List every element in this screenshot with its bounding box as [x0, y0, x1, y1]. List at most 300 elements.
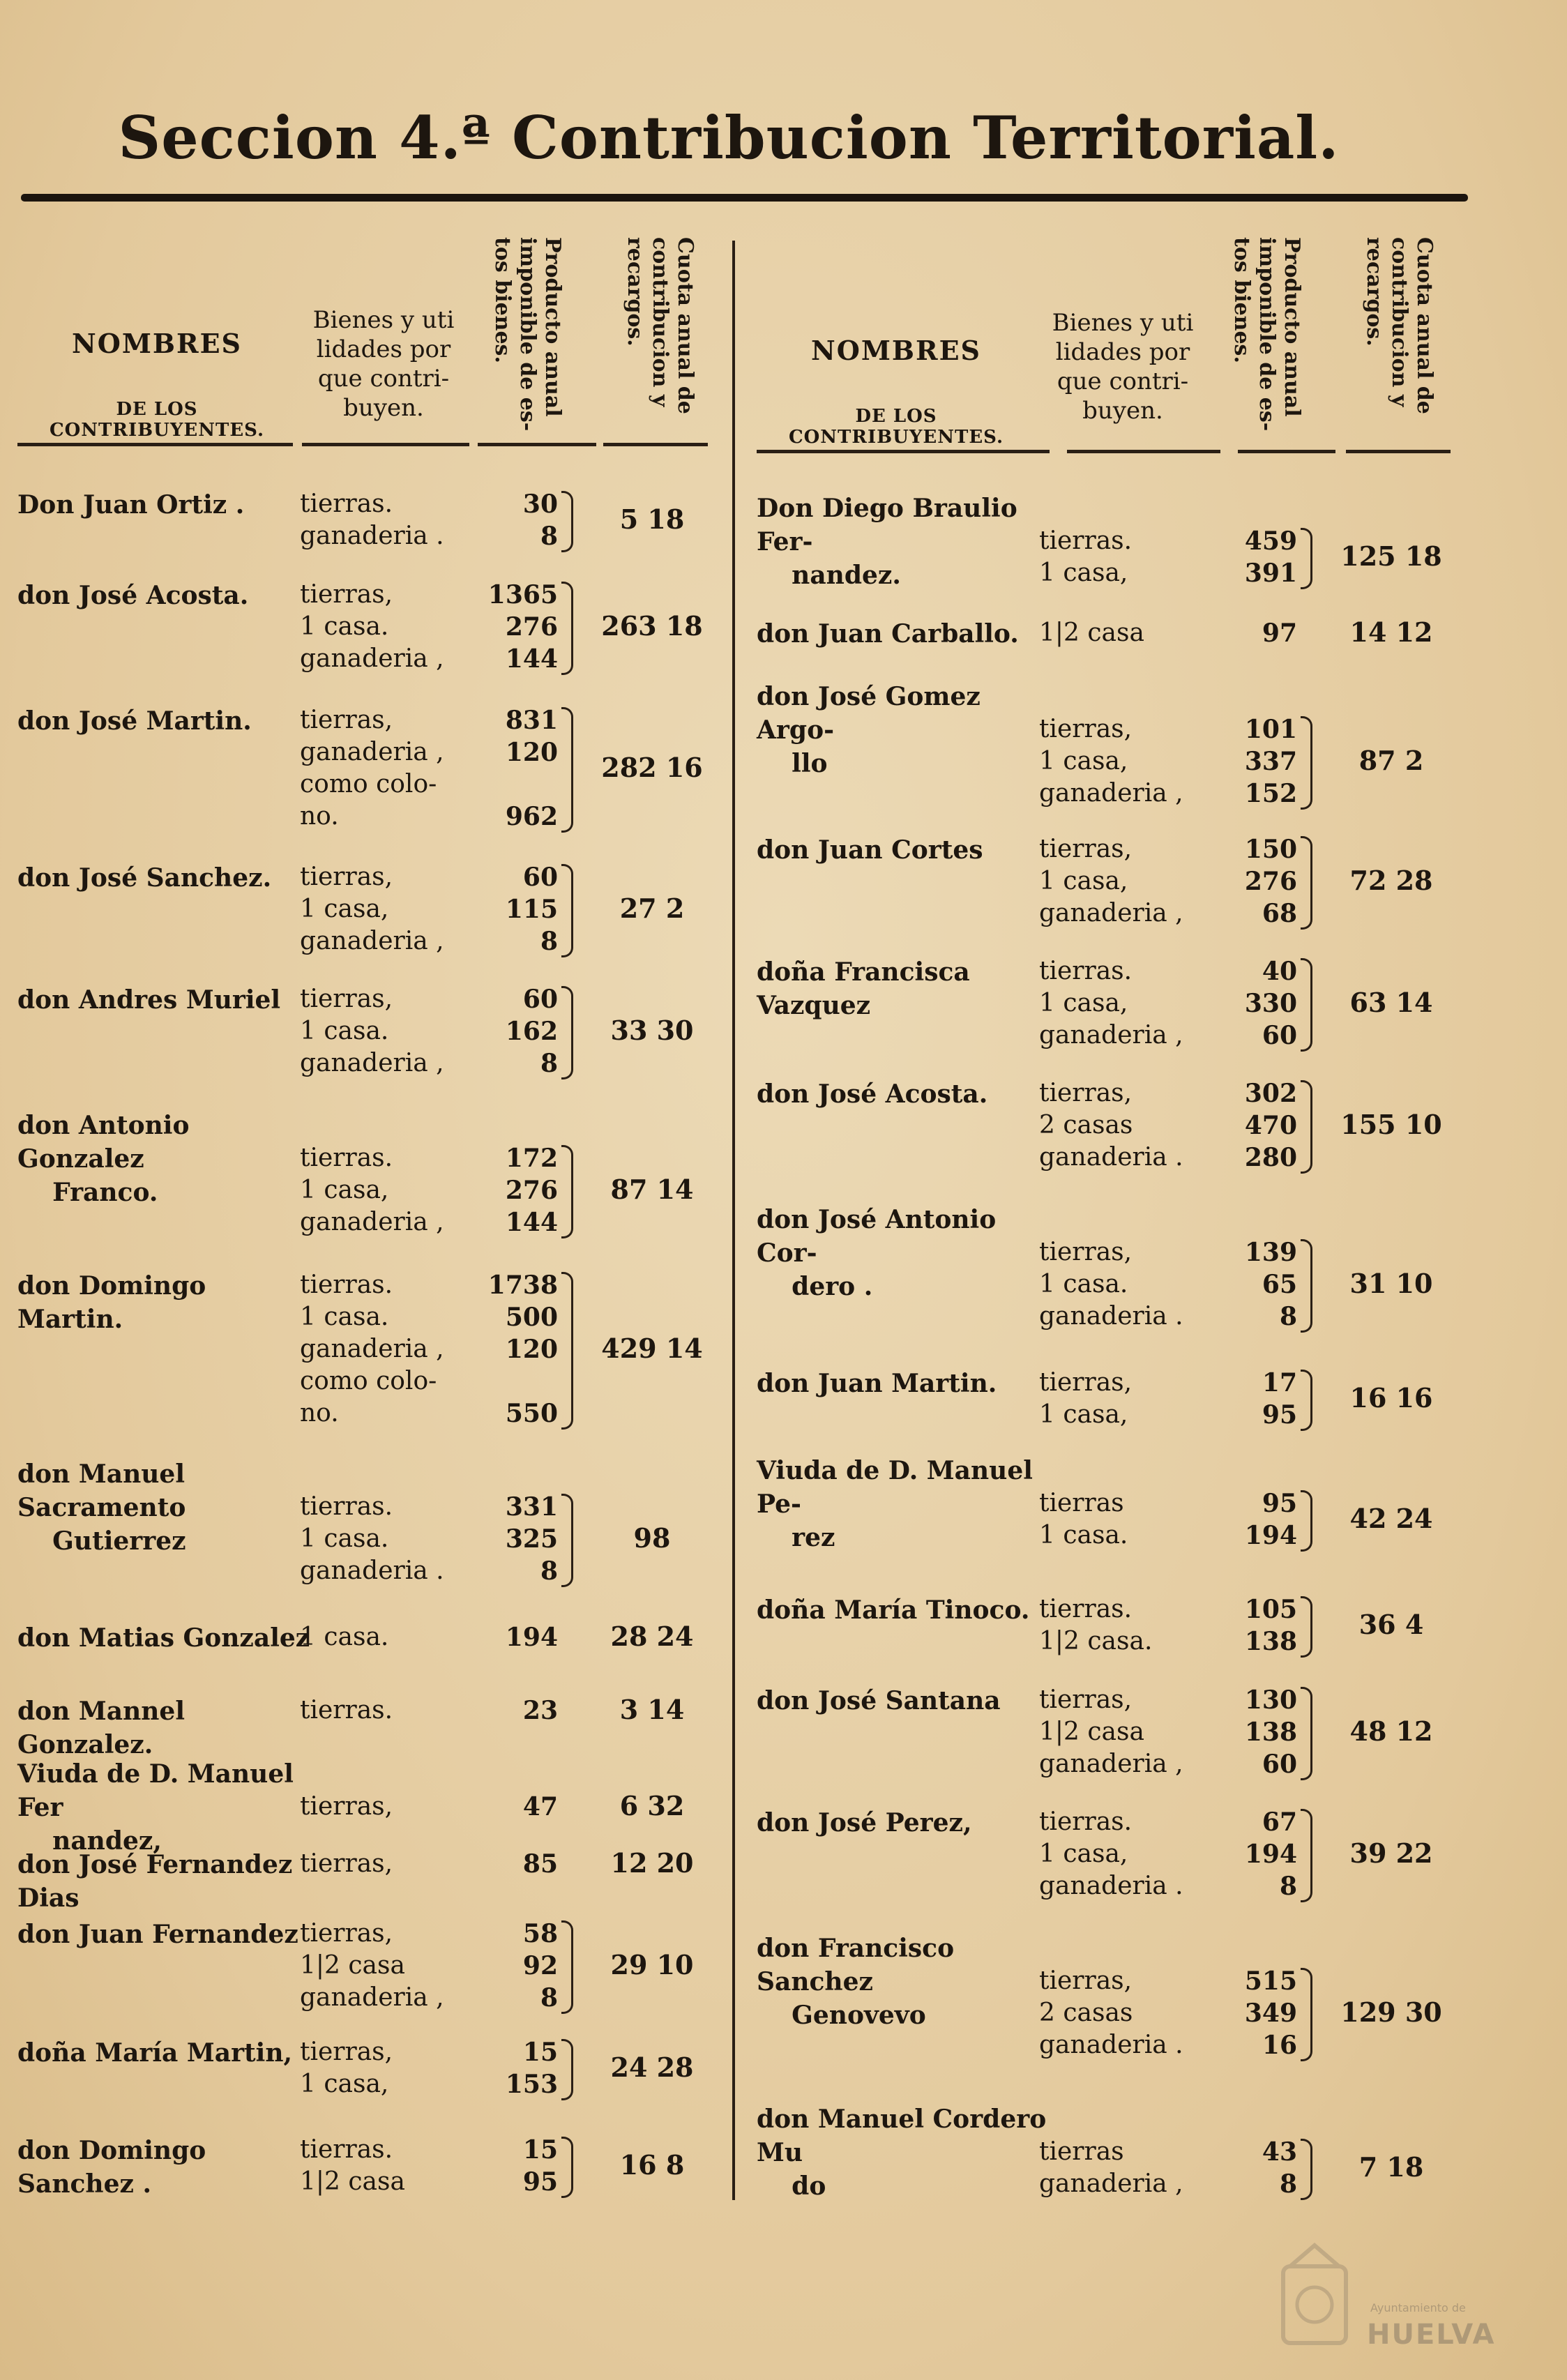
- asset-label: 1 casa.: [1039, 1270, 1128, 1298]
- header-nombres: NOMBRES: [810, 335, 981, 366]
- asset-row: [300, 704, 579, 736]
- asset-label: no.: [300, 1399, 339, 1427]
- contributor-name: don Manuel Sacramento Gutierrez: [17, 1460, 186, 1556]
- asset-row: [1039, 833, 1318, 865]
- asset-label: 1 casa,: [300, 895, 389, 923]
- cuota-value: 3 14: [619, 1694, 685, 1725]
- asset-row: [300, 1950, 579, 1982]
- brace-mark: [561, 986, 573, 1079]
- asset-row: [300, 736, 579, 768]
- brace-mark: [1301, 1809, 1312, 1902]
- cuota-value: 125 18: [1340, 540, 1442, 572]
- left-header: [17, 209, 715, 460]
- asset-value: 162: [505, 1017, 558, 1046]
- header-rule: [757, 450, 1050, 453]
- asset-value: 17: [1262, 1368, 1297, 1397]
- asset-row: [1039, 557, 1318, 589]
- brace-mark: [1301, 1370, 1312, 1431]
- cuota-value: 282 16: [601, 752, 703, 783]
- header-nombres: NOMBRES: [71, 328, 242, 359]
- asset-lines: [300, 1791, 579, 1823]
- header-cuota: Cuota anual de contribucion y recargos.: [1362, 237, 1437, 414]
- asset-label: tierras,: [300, 2038, 393, 2066]
- header-bienes: Bienes y uti lidades por que contri- buyen.: [312, 306, 455, 422]
- contributor-name: don José Santana: [757, 1686, 1001, 1715]
- cuota-value: 12 20: [610, 1847, 694, 1879]
- header-producto: Producto anual imponible de es- tos bienes.: [490, 237, 565, 432]
- asset-label: tierras.: [300, 1696, 393, 1725]
- asset-label: tierras,: [300, 1919, 393, 1948]
- contributor-name: Viuda de D. Manuel Pe- rez: [757, 1456, 1033, 1552]
- asset-label: tierras.: [1039, 957, 1133, 985]
- asset-lines: [300, 983, 579, 1079]
- asset-label: tierras,: [1039, 1079, 1133, 1107]
- asset-label: tierras.: [300, 1144, 393, 1172]
- asset-label: 1 casa.: [300, 1524, 389, 1553]
- asset-row: [300, 1982, 579, 2014]
- asset-row: [1039, 617, 1318, 649]
- asset-row: [1039, 1838, 1318, 1870]
- brace-mark: [561, 2137, 573, 2198]
- asset-value: 67: [1262, 1807, 1297, 1837]
- cuota-value: 98: [633, 1522, 671, 1554]
- asset-row: [300, 1555, 579, 1587]
- asset-label: tierras.: [300, 1492, 393, 1521]
- cuota-value: 28 24: [610, 1621, 694, 1652]
- asset-row: [300, 1301, 579, 1333]
- cuota-value: 6 32: [619, 1790, 685, 1821]
- asset-row: [1039, 987, 1318, 1020]
- brace-mark: [561, 1272, 573, 1430]
- asset-label: ganaderia .: [1039, 2031, 1183, 2059]
- asset-value: 95: [1262, 1400, 1297, 1430]
- asset-row: [300, 1047, 579, 1079]
- contributor-name: don Domingo Sanchez .: [17, 2136, 215, 2199]
- asset-value: 302: [1244, 1079, 1297, 1108]
- asset-label: tierras: [1039, 1489, 1124, 1517]
- asset-value: 276: [1244, 867, 1297, 896]
- brace-mark: [1301, 528, 1312, 589]
- asset-label: ganaderia ,: [1039, 2169, 1183, 2198]
- asset-value: 1365: [487, 580, 558, 609]
- asset-value: 831: [505, 706, 558, 735]
- asset-row: [1039, 1965, 1318, 1997]
- contributor-name: Don Juan Ortiz .: [17, 490, 245, 520]
- contributor-name: don José Acosta.: [17, 581, 249, 610]
- asset-label: tierras,: [1039, 1685, 1133, 1714]
- cuota-value: 429 14: [601, 1333, 703, 1364]
- asset-value: 68: [1262, 899, 1297, 928]
- asset-lines: [300, 1621, 579, 1653]
- asset-label: no.: [300, 802, 339, 831]
- asset-row: [300, 1848, 579, 1880]
- contributor-name: don Domingo Martin.: [17, 1271, 215, 1334]
- asset-row: [300, 643, 579, 675]
- header-contribuyentes: DE LOS CONTRIBUYENTES.: [49, 399, 265, 441]
- brace-mark: [1301, 1968, 1312, 2061]
- asset-row: [1039, 1020, 1318, 1052]
- asset-row: [300, 2068, 579, 2100]
- asset-value: 280: [1244, 1143, 1297, 1172]
- brace-mark: [561, 1920, 573, 2014]
- asset-value: 337: [1244, 747, 1297, 776]
- cuota-value: 42 24: [1349, 1503, 1433, 1534]
- asset-value: 8: [540, 1556, 558, 1586]
- asset-label: 2 casas: [1039, 1999, 1133, 2027]
- asset-row: [1039, 897, 1318, 930]
- asset-row: [1039, 1870, 1318, 1902]
- cuota-value: 5 18: [619, 503, 685, 535]
- title-rule: [21, 194, 1468, 202]
- asset-label: tierras.: [1039, 1595, 1133, 1623]
- asset-row: [300, 1491, 579, 1523]
- asset-row: [300, 768, 579, 801]
- asset-row: [300, 1918, 579, 1950]
- asset-value: 152: [1244, 779, 1297, 808]
- asset-label: tierras.: [300, 2135, 393, 2164]
- left-column: [17, 209, 715, 2301]
- asset-row: [300, 2166, 579, 2198]
- asset-lines: [1039, 1236, 1318, 1333]
- contributor-name: don José Antonio Cor- dero .: [757, 1205, 997, 1301]
- header-cuota: Cuota anual de contribucion y recargos.: [623, 237, 697, 414]
- asset-label: tierras,: [300, 863, 393, 891]
- asset-row: [1039, 1806, 1318, 1838]
- asset-value: 8: [540, 1049, 558, 1078]
- asset-value: 1738: [487, 1271, 558, 1300]
- asset-lines: [1039, 617, 1318, 649]
- asset-label: tierras.: [300, 1271, 393, 1299]
- brace-mark: [561, 864, 573, 957]
- asset-value: 97: [1262, 619, 1297, 648]
- asset-row: [300, 1695, 579, 1727]
- asset-lines: [300, 1848, 579, 1880]
- header-rule: [1346, 450, 1451, 453]
- header-producto: Producto anual imponible de es- tos bienes.: [1229, 237, 1304, 432]
- asset-row: [300, 1174, 579, 1206]
- asset-label: ganaderia ,: [300, 738, 444, 766]
- asset-row: [300, 1397, 579, 1430]
- asset-value: 8: [1279, 2169, 1297, 2199]
- asset-label: 1 casa,: [1039, 867, 1128, 895]
- asset-row: [300, 611, 579, 643]
- asset-lines: [300, 1491, 579, 1587]
- asset-label: 1|2 casa: [1039, 1718, 1144, 1746]
- asset-value: 153: [505, 2070, 558, 2099]
- asset-label: tierras,: [300, 1849, 393, 1878]
- column-divider: [732, 241, 735, 2200]
- asset-row: [1039, 1268, 1318, 1301]
- asset-lines: [300, 704, 579, 833]
- asset-label: 1 casa.: [300, 612, 389, 641]
- cuota-value: 14 12: [1349, 616, 1433, 648]
- asset-value: 8: [540, 1983, 558, 2013]
- asset-label: 1 casa,: [300, 1176, 389, 1204]
- asset-label: ganaderia .: [1039, 1302, 1183, 1331]
- contributor-name: doña María Martin,: [17, 2038, 293, 2068]
- asset-value: 139: [1244, 1238, 1297, 1267]
- contributor-name: don Andres Muriel: [17, 985, 281, 1015]
- asset-value: 349: [1244, 1999, 1297, 2028]
- brace-mark: [561, 582, 573, 675]
- asset-label: tierras,: [1039, 715, 1133, 743]
- asset-value: 391: [1244, 559, 1297, 588]
- contributor-name: Viuda de D. Manuel Fer nandez,: [17, 1759, 294, 1856]
- asset-row: [1039, 1593, 1318, 1625]
- asset-label: ganaderia ,: [1039, 899, 1183, 927]
- asset-label: ganaderia ,: [300, 1049, 444, 1077]
- asset-row: [300, 2036, 579, 2068]
- asset-row: [1039, 1109, 1318, 1142]
- asset-row: [300, 1621, 579, 1653]
- asset-value: 58: [522, 1919, 558, 1948]
- contributor-name: don Francisco Sanchez Genovevo: [757, 1934, 955, 2030]
- asset-lines: [1039, 1965, 1318, 2061]
- watermark-sub: Ayuntamiento de: [1370, 2301, 1466, 2314]
- asset-label: 1 casa,: [1039, 1840, 1128, 1868]
- asset-value: 8: [1279, 1302, 1297, 1331]
- asset-value: 130: [1244, 1685, 1297, 1715]
- cuota-value: 72 28: [1349, 865, 1433, 896]
- asset-value: 194: [505, 1623, 558, 1652]
- asset-row: [300, 488, 579, 520]
- header-rule: [1238, 450, 1335, 453]
- brace-mark: [561, 491, 573, 552]
- asset-row: [1039, 1748, 1318, 1780]
- cuota-value: 7 18: [1358, 2151, 1424, 2183]
- asset-label: tierras.: [1039, 526, 1133, 555]
- asset-value: 459: [1244, 526, 1297, 556]
- asset-row: [300, 983, 579, 1015]
- asset-value: 550: [505, 1399, 558, 1428]
- asset-row: [300, 801, 579, 833]
- cuota-value: 39 22: [1349, 1837, 1433, 1869]
- asset-label: 1 casa.: [1039, 1521, 1128, 1549]
- asset-label: 1|2 casa: [300, 1951, 405, 1980]
- asset-value: 194: [1244, 1840, 1297, 1869]
- asset-row: [1039, 713, 1318, 745]
- asset-value: 962: [505, 802, 558, 831]
- brace-mark: [1301, 1490, 1312, 1552]
- asset-row: [1039, 1684, 1318, 1716]
- asset-value: 120: [505, 738, 558, 767]
- asset-label: tierras.: [300, 490, 393, 518]
- contributor-name: don José Martin.: [17, 706, 252, 736]
- contributor-name: don José Gomez Argo- llo: [757, 682, 981, 778]
- asset-row: [1039, 1716, 1318, 1748]
- asset-lines: [1039, 1684, 1318, 1780]
- asset-row: [300, 1365, 579, 1397]
- header-contribuyentes: DE LOS CONTRIBUYENTES.: [788, 406, 1004, 448]
- watermark-brand: HUELVA: [1367, 2319, 1496, 2351]
- contributor-name: don José Fernandez Dias: [17, 1850, 301, 1913]
- asset-row: [300, 520, 579, 552]
- asset-label: 1|2 casa: [1039, 619, 1144, 647]
- asset-label: ganaderia ,: [300, 1983, 444, 2012]
- asset-row: [1039, 1301, 1318, 1333]
- asset-value: 330: [1244, 989, 1297, 1018]
- cuota-value: 263 18: [601, 610, 703, 642]
- asset-value: 30: [522, 490, 558, 519]
- asset-row: [300, 1269, 579, 1301]
- asset-value: 8: [540, 927, 558, 956]
- asset-label: 1 casa,: [1039, 747, 1128, 775]
- asset-lines: [300, 2036, 579, 2100]
- brace-mark: [1301, 2139, 1312, 2200]
- cuota-value: 16 8: [619, 2149, 685, 2181]
- asset-value: 101: [1244, 715, 1297, 744]
- asset-label: ganaderia ,: [300, 644, 444, 673]
- brace-mark: [1301, 1687, 1312, 1780]
- header-rule: [302, 443, 469, 446]
- asset-label: ganaderia .: [300, 522, 444, 550]
- asset-value: 65: [1262, 1270, 1297, 1299]
- asset-label: 1 casa,: [1039, 559, 1128, 587]
- asset-label: tierras,: [300, 580, 393, 609]
- asset-label: 1 casa.: [300, 1623, 389, 1651]
- contributor-name: don Manuel Cordero Mu do: [757, 2105, 1047, 2201]
- asset-label: tierras,: [300, 706, 393, 734]
- asset-row: [300, 893, 579, 925]
- asset-row: [1039, 2136, 1318, 2168]
- asset-label: 1 casa.: [300, 1303, 389, 1331]
- asset-lines: [300, 1918, 579, 2014]
- asset-label: 1 casa.: [300, 1017, 389, 1045]
- asset-value: 115: [505, 895, 558, 924]
- asset-value: 15: [522, 2038, 558, 2067]
- cuota-value: 63 14: [1349, 987, 1433, 1018]
- brace-mark: [1301, 1080, 1312, 1174]
- asset-row: [300, 861, 579, 893]
- asset-label: 1|2 casa: [300, 2167, 405, 2196]
- asset-label: ganaderia .: [1039, 1143, 1183, 1172]
- asset-row: [300, 925, 579, 957]
- asset-value: 92: [522, 1951, 558, 1980]
- cuota-value: 87 2: [1358, 745, 1424, 776]
- brace-mark: [561, 1145, 573, 1238]
- asset-lines: [1039, 1593, 1318, 1658]
- asset-lines: [1039, 833, 1318, 930]
- asset-lines: [1039, 2136, 1318, 2200]
- asset-row: [1039, 1367, 1318, 1399]
- cuota-value: 129 30: [1340, 1996, 1442, 2028]
- asset-row: [300, 1523, 579, 1555]
- asset-value: 276: [505, 1176, 558, 1205]
- cuota-value: 48 12: [1349, 1715, 1433, 1747]
- asset-value: 105: [1244, 1595, 1297, 1624]
- cuota-value: 27 2: [619, 893, 685, 924]
- asset-label: ganaderia ,: [1039, 1750, 1183, 1778]
- asset-label: 1|2 casa.: [1039, 1627, 1153, 1655]
- asset-label: como colo-: [300, 1367, 437, 1395]
- asset-lines: [300, 1695, 579, 1727]
- asset-label: 1 casa,: [1039, 989, 1128, 1017]
- contributor-name: doña María Tinoco.: [757, 1595, 1030, 1625]
- asset-value: 60: [1262, 1021, 1297, 1050]
- asset-value: 23: [522, 1696, 558, 1725]
- brace-mark: [1301, 958, 1312, 1052]
- brace-mark: [1301, 836, 1312, 930]
- contributor-name: Don Diego Braulio Fer- nandez.: [757, 494, 1017, 590]
- asset-label: tierras,: [1039, 1966, 1133, 1995]
- asset-label: tierras,: [1039, 835, 1133, 863]
- asset-row: [1039, 1997, 1318, 2029]
- asset-lines: [1039, 525, 1318, 589]
- asset-label: ganaderia ,: [300, 927, 444, 955]
- asset-label: tierras,: [300, 1792, 393, 1821]
- asset-label: tierras,: [300, 985, 393, 1013]
- cuota-value: 87 14: [610, 1174, 694, 1205]
- cuota-value: 16 16: [1349, 1382, 1433, 1413]
- asset-value: 276: [505, 612, 558, 642]
- asset-value: 470: [1244, 1111, 1297, 1140]
- asset-value: 95: [522, 2167, 558, 2197]
- asset-value: 85: [522, 1849, 558, 1879]
- asset-row: [1039, 1625, 1318, 1658]
- asset-row: [1039, 745, 1318, 778]
- brace-mark: [561, 707, 573, 833]
- asset-label: ganaderia ,: [300, 1335, 444, 1363]
- cuota-value: 29 10: [610, 1949, 694, 1980]
- asset-row: [300, 1333, 579, 1365]
- header-rule: [603, 443, 708, 446]
- header-rule: [478, 443, 596, 446]
- asset-lines: [300, 2134, 579, 2198]
- asset-row: [1039, 2168, 1318, 2200]
- asset-lines: [300, 1142, 579, 1238]
- asset-value: 144: [505, 644, 558, 674]
- cuota-value: 36 4: [1358, 1609, 1424, 1640]
- asset-row: [1039, 865, 1318, 897]
- asset-row: [1039, 525, 1318, 557]
- asset-value: 138: [1244, 1718, 1297, 1747]
- contributor-name: don Juan Fernandez: [17, 1920, 298, 1949]
- right-column: [757, 209, 1454, 2301]
- brace-mark: [1301, 1239, 1312, 1333]
- asset-row: [1039, 2029, 1318, 2061]
- asset-value: 331: [505, 1492, 558, 1522]
- asset-value: 120: [505, 1335, 558, 1364]
- asset-value: 150: [1244, 835, 1297, 864]
- asset-lines: [1039, 955, 1318, 1052]
- asset-row: [300, 1015, 579, 1047]
- asset-lines: [300, 861, 579, 957]
- asset-value: 194: [1244, 1521, 1297, 1550]
- asset-value: 95: [1262, 1489, 1297, 1518]
- asset-label: tierras: [1039, 2137, 1124, 2166]
- asset-row: [1039, 1487, 1318, 1519]
- brace-mark: [1301, 716, 1312, 810]
- asset-lines: [300, 488, 579, 552]
- asset-lines: [1039, 1806, 1318, 1902]
- asset-label: tierras,: [1039, 1368, 1133, 1397]
- asset-label: tierras,: [1039, 1238, 1133, 1266]
- contributor-name: don José Acosta.: [757, 1079, 988, 1109]
- asset-label: 1 casa,: [1039, 1400, 1128, 1429]
- asset-lines: [1039, 1077, 1318, 1174]
- asset-label: ganaderia ,: [1039, 1021, 1183, 1049]
- asset-value: 47: [522, 1792, 558, 1821]
- asset-value: 8: [540, 522, 558, 551]
- asset-row: [300, 2134, 579, 2166]
- asset-row: [300, 1206, 579, 1238]
- asset-label: ganaderia ,: [1039, 779, 1183, 808]
- asset-value: 60: [522, 863, 558, 892]
- header-bienes: Bienes y uti lidades por que contri- buyen.: [1052, 309, 1194, 425]
- asset-label: tierras.: [1039, 1807, 1133, 1836]
- asset-value: 15: [522, 2135, 558, 2165]
- asset-value: 60: [1262, 1750, 1297, 1779]
